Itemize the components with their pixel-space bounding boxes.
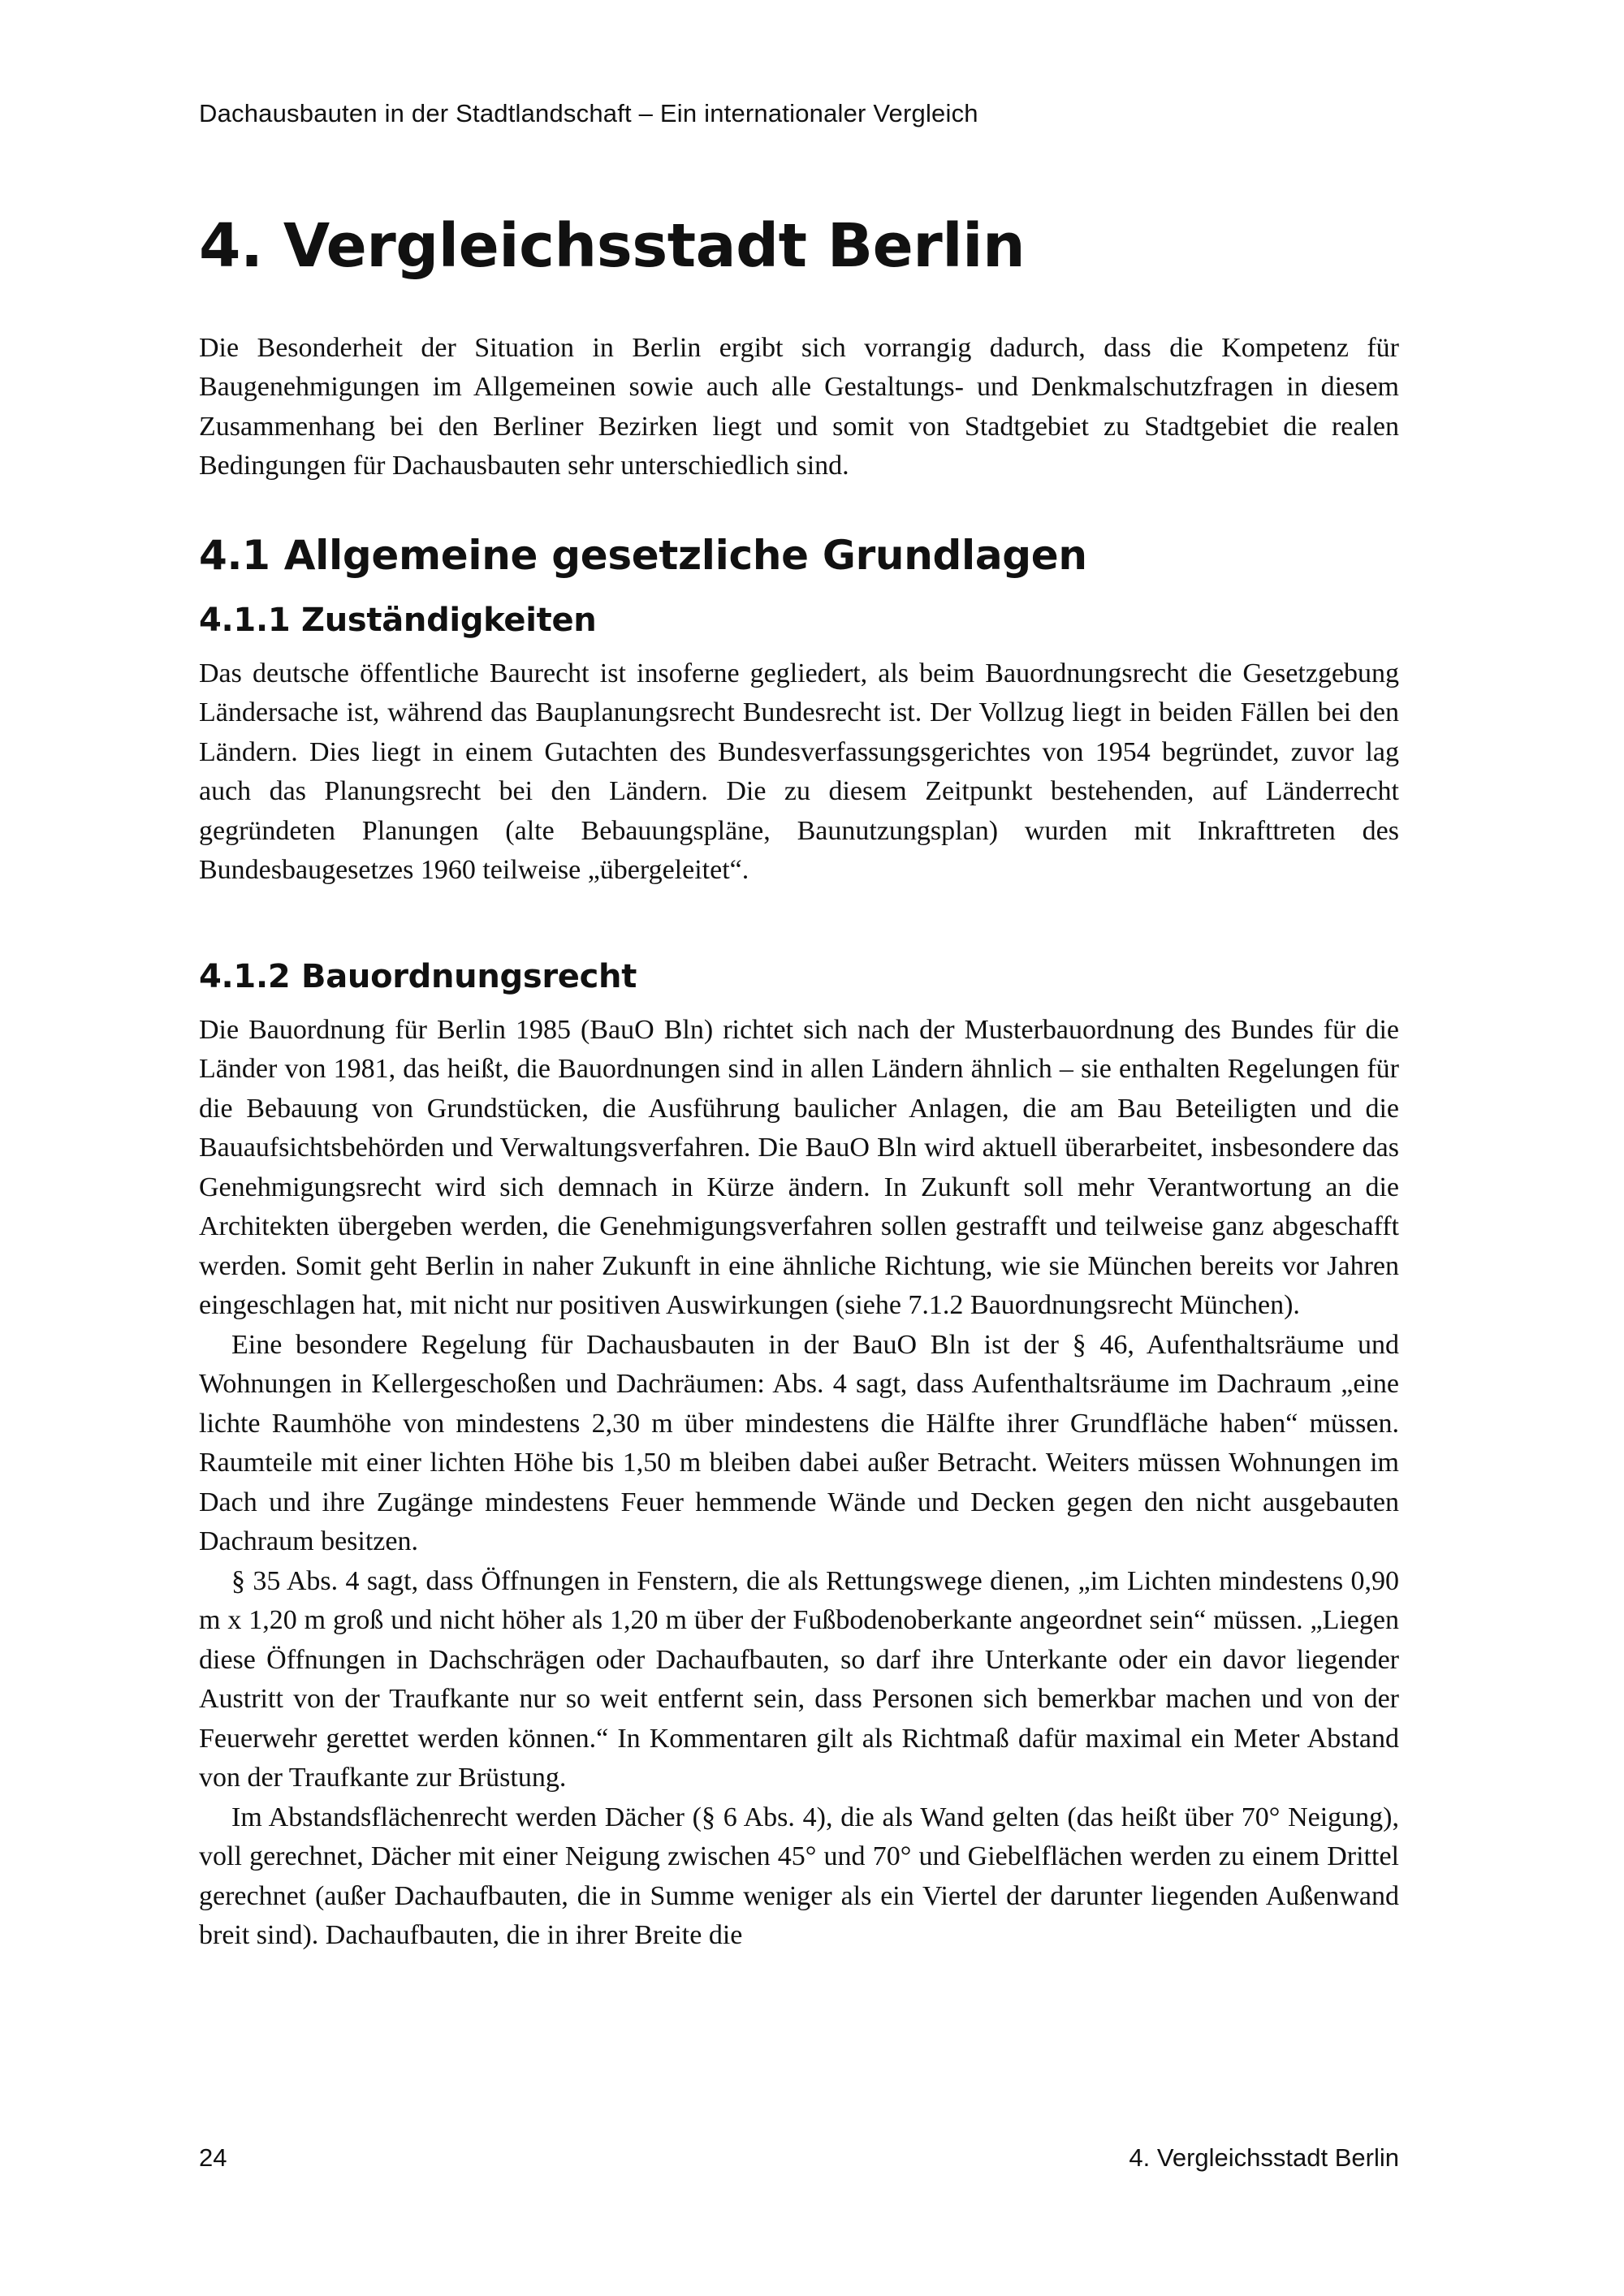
section-4-1-1-heading: 4.1.1 Zuständigkeiten xyxy=(199,601,597,639)
page-footer xyxy=(199,2143,1399,2173)
bauordnung-paragraph-4: Im Abstandsflächenrecht werden Dächer (§ 6 Abs. 4), die als Wand gelten (das heißt über 70° Neigung), voll gerechnet, Dächer mit einer Neigung zwischen 45° und 70° und Giebelflächen werden zu einem Drittel gerechnet (außer Dachaufbauten, die in Summe weniger als ein Viertel der darunter liegenden Außenwand breit sind). Dachaufbauten, die in ihrer Breite die xyxy=(199,1802,1399,1951)
section-4-1-2-heading: 4.1.2 Bauordnungsrecht xyxy=(199,957,637,995)
page-number: 24 xyxy=(199,2143,227,2172)
footer-chapter-label: 4. Vergleichsstadt Berlin xyxy=(1129,2143,1399,2172)
section-4-1-heading: 4.1 Allgemeine gesetzliche Grundlagen xyxy=(199,531,1087,579)
bauordnung-paragraph-1: Die Bauordnung für Berlin 1985 (BauO Bln) richtet sich nach der Musterbauordnung des Bundes für die Länder von 1981, das heißt, die Bauordnungen sind in allen Ländern ähnlich – sie enthalten Regelungen für die Bebauung von Grundstücken, die Ausführung baulicher Anlagen, die am Bau Beteiligten und die Bauaufsichtsbehörden und Verwaltungsverfahren. Die BauO Bln wird aktuell überarbeitet, insbesondere das Genehmigungsrecht wird sich demnach in Kürze ändern. In Zukunft soll mehr Verantwortung an die Architekten übergeben werden, die Genehmigungsverfahren sollen gestrafft und teilweise ganz abgeschafft werden. Somit geht Berlin in naher Zukunft in eine ähnliche Richtung, wie sie München bereits vor Jahren eingeschlagen hat, mit nicht nur positiven Auswirkungen (siehe 7.1.2 Bauordnungsrecht München). xyxy=(199,1014,1399,1321)
bauordnung-paragraph-2: Eine besondere Regelung für Dachausbauten in der BauO Bln ist der § 46, Aufenthaltsräume und Wohnungen in Kellergeschoßen und Dachräumen: Abs. 4 sagt, dass Aufenthaltsräume im Dachraum „eine lichte Raumhöhe von mindestens 2,30 m über mindestens die Hälfte ihrer Grundfläche haben“ müssen. Raumteile mit einer lichten Höhe bis 1,50 m bleiben dabei außer Betracht. Weiters müssen Wohnungen im Dach und ihre Zugänge mindestens Feuer hemmende Wände und Decken gegen den nicht ausgebauten Dachraum besitzen. xyxy=(199,1329,1399,1557)
bauordnung-paragraph-3: § 35 Abs. 4 sagt, dass Öffnungen in Fenstern, die als Rettungswege dienen, „im Lichten mindestens 0,90 m x 1,20 m groß und nicht höher als 1,20 m über der Fußbodenoberkante angeordnet sein“ müssen. „Liegen diese Öffnungen in Dachschrägen oder Dachaufbauten, so darf ihre Unterkante oder ein davor liegender Austritt von der Traufkante nur so weit entfernt sein, dass Personen sich bemerkbar machen und von der Feuerwehr gerettet werden können.“ In Kommentaren gilt als Richtmaß dafür maximal ein Meter Abstand von der Traufkante zur Brüstung. xyxy=(199,1565,1399,1793)
page-content xyxy=(199,213,1399,1956)
chapter-intro-paragraph: Die Besonderheit der Situation in Berlin ergibt sich vorrangig dadurch, dass die Kompetenz für Baugenehmigungen im Allgemeinen sowie auch alle Gestaltungs- und Denkmalschutzfragen in diesem Zusammenhang bei den Berliner Bezirken liegt und somit von Stadtgebiet zu Stadtgebiet die realen Bedingungen für Dachausbauten sehr unterschiedlich sind. xyxy=(199,332,1399,481)
running-header: Dachausbauten in der Stadtlandschaft – Ein internationaler Vergleich xyxy=(199,99,978,127)
zustaendigkeiten-paragraph: Das deutsche öffentliche Baurecht ist insoferne gegliedert, als beim Bauordnungsrecht die Gesetzgebung Ländersache ist, während das Bauplanungsrecht Bundesrecht ist. Der Vollzug liegt in beiden Fällen bei den Ländern. Dies liegt in einem Gutachten des Bundesverfassungsgerichtes von 1954 begründet, zuvor lag auch das Planungsrecht bei den Ländern. Die zu diesem Zeitpunkt bestehenden, auf Länderrecht gegründeten Planungen (alte Bebauungspläne, Baunutzungsplan) wurden mit Inkrafttreten des Bundesbaugesetzes 1960 teilweise „übergeleitet“. xyxy=(199,658,1399,886)
chapter-title: 4. Vergleichsstadt Berlin xyxy=(199,211,1026,281)
